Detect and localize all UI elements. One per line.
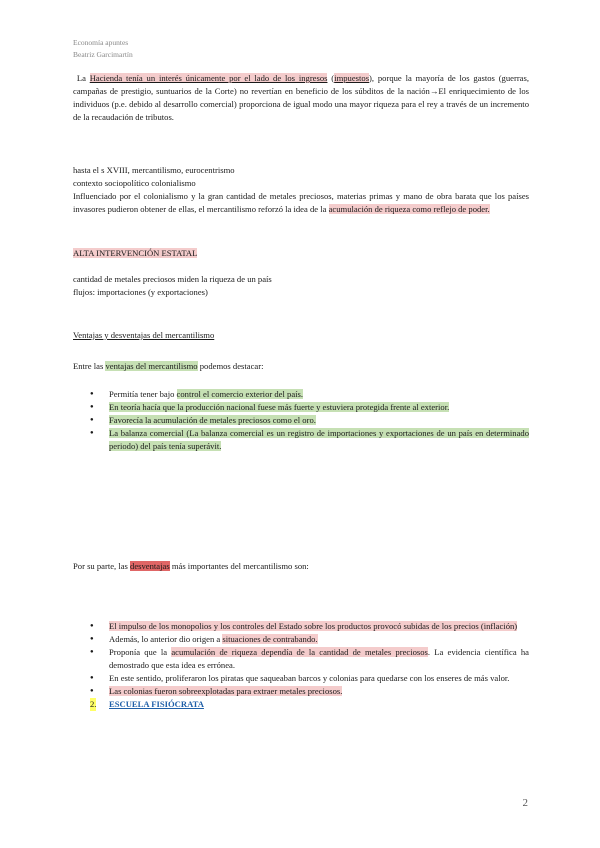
context-section — [73, 164, 529, 216]
desventajas-intro: Por su parte, las desventajas más importantes del mercantilismo son: — [73, 561, 309, 571]
header-author: Beatriz Garcimartín — [73, 50, 133, 59]
desventajas-list — [73, 620, 529, 711]
context-paragraph: Influenciado por el colonialismo y la gran cantidad de metales preciosos, materias primas y mano de obra barata que los países invasores pudieron obtener de ellas, el mercantilismo reforzó la idea de la acumulación de riqueza como reflejo de poder. — [73, 191, 529, 214]
list-item: ● En teoría hacía que la producción nacional fuese más fuerte y estuviera protegida frente al exterior. — [73, 401, 529, 414]
highlight-desventajas: desventajas — [130, 561, 170, 571]
context-line-2: contexto sociopolítico colonialismo — [73, 178, 196, 188]
flujos-line: flujos: importaciones (y exportaciones) — [73, 287, 208, 297]
next-section-heading — [73, 698, 529, 711]
intro-paragraph: La Hacienda tenía un interés únicamente por el lado de los ingresos (impuestos), porque la mayoría de los gastos (guerras, campañas de prestigio, suntuarios de la Corte) no revertían en beneficio de los súbditos de la nación→El enriquecimiento de los individuos (p.e. debido al desarrollo comercial) proporciona de igual modo una mayor riqueza para el rey a través de un incremento de la recaudación de tributos. — [73, 73, 529, 122]
list-item: ● La balanza comercial (La balanza comercial es un registro de importaciones y exportaciones de un país en determinado periodo) del país tenía superávit. — [73, 427, 529, 453]
page-number: 2 — [522, 797, 528, 809]
escuela-fisiocrata-link[interactable]: ESCUELA FISIÓCRATA — [109, 699, 204, 709]
metales-line: cantidad de metales preciosos miden la riqueza de un país — [73, 274, 272, 284]
section-number: 2. — [90, 699, 97, 709]
list-item: ● Las colonias fueron sobreexplotadas para extraer metales preciosos. — [73, 685, 529, 698]
highlight-hacienda: Hacienda tenía un interés únicamente por el lado de los ingresos — [89, 73, 328, 83]
highlight-impuestos: impuestos — [334, 73, 370, 83]
list-item: ● Además, lo anterior dio origen a situaciones de contrabando. — [73, 633, 529, 646]
list-item: ● Favorecía la acumulación de metales preciosos como el oro. — [73, 414, 529, 427]
context-line-1: hasta el s XVIII, mercantilismo, eurocentrismo — [73, 165, 235, 175]
metales-section — [73, 273, 529, 299]
ventajas-list — [73, 388, 529, 453]
highlight-acumulacion: acumulación de riqueza como reflejo de poder. — [328, 204, 490, 214]
highlight-ventajas: ventajas del mercantilismo — [105, 361, 198, 371]
list-item: ● En este sentido, proliferaron los piratas que saqueaban barcos y colonias para quedarse con los enseres de más valor. — [73, 672, 529, 685]
ventajas-title: Ventajas y desventajas del mercantilismo — [73, 330, 215, 340]
list-item: ● El impulso de los monopolios y los controles del Estado sobre los productos provocó subidas de los precios (inflación) — [73, 620, 529, 633]
list-item: ● Proponía que la acumulación de riqueza dependía de la cantidad de metales preciosos. La evidencia científica ha demostrado que esta idea es errónea. — [73, 646, 529, 672]
list-item: ● Permitía tener bajo control el comercio exterior del país. — [73, 388, 529, 401]
arrow-icon: → — [429, 86, 439, 96]
alta-intervencion-heading: ALTA INTERVENCIÓN ESTATAL — [73, 248, 198, 258]
header-doc-title: Economía apuntes — [73, 38, 129, 47]
ventajas-intro: Entre las ventajas del mercantilismo podemos destacar: — [73, 361, 264, 371]
